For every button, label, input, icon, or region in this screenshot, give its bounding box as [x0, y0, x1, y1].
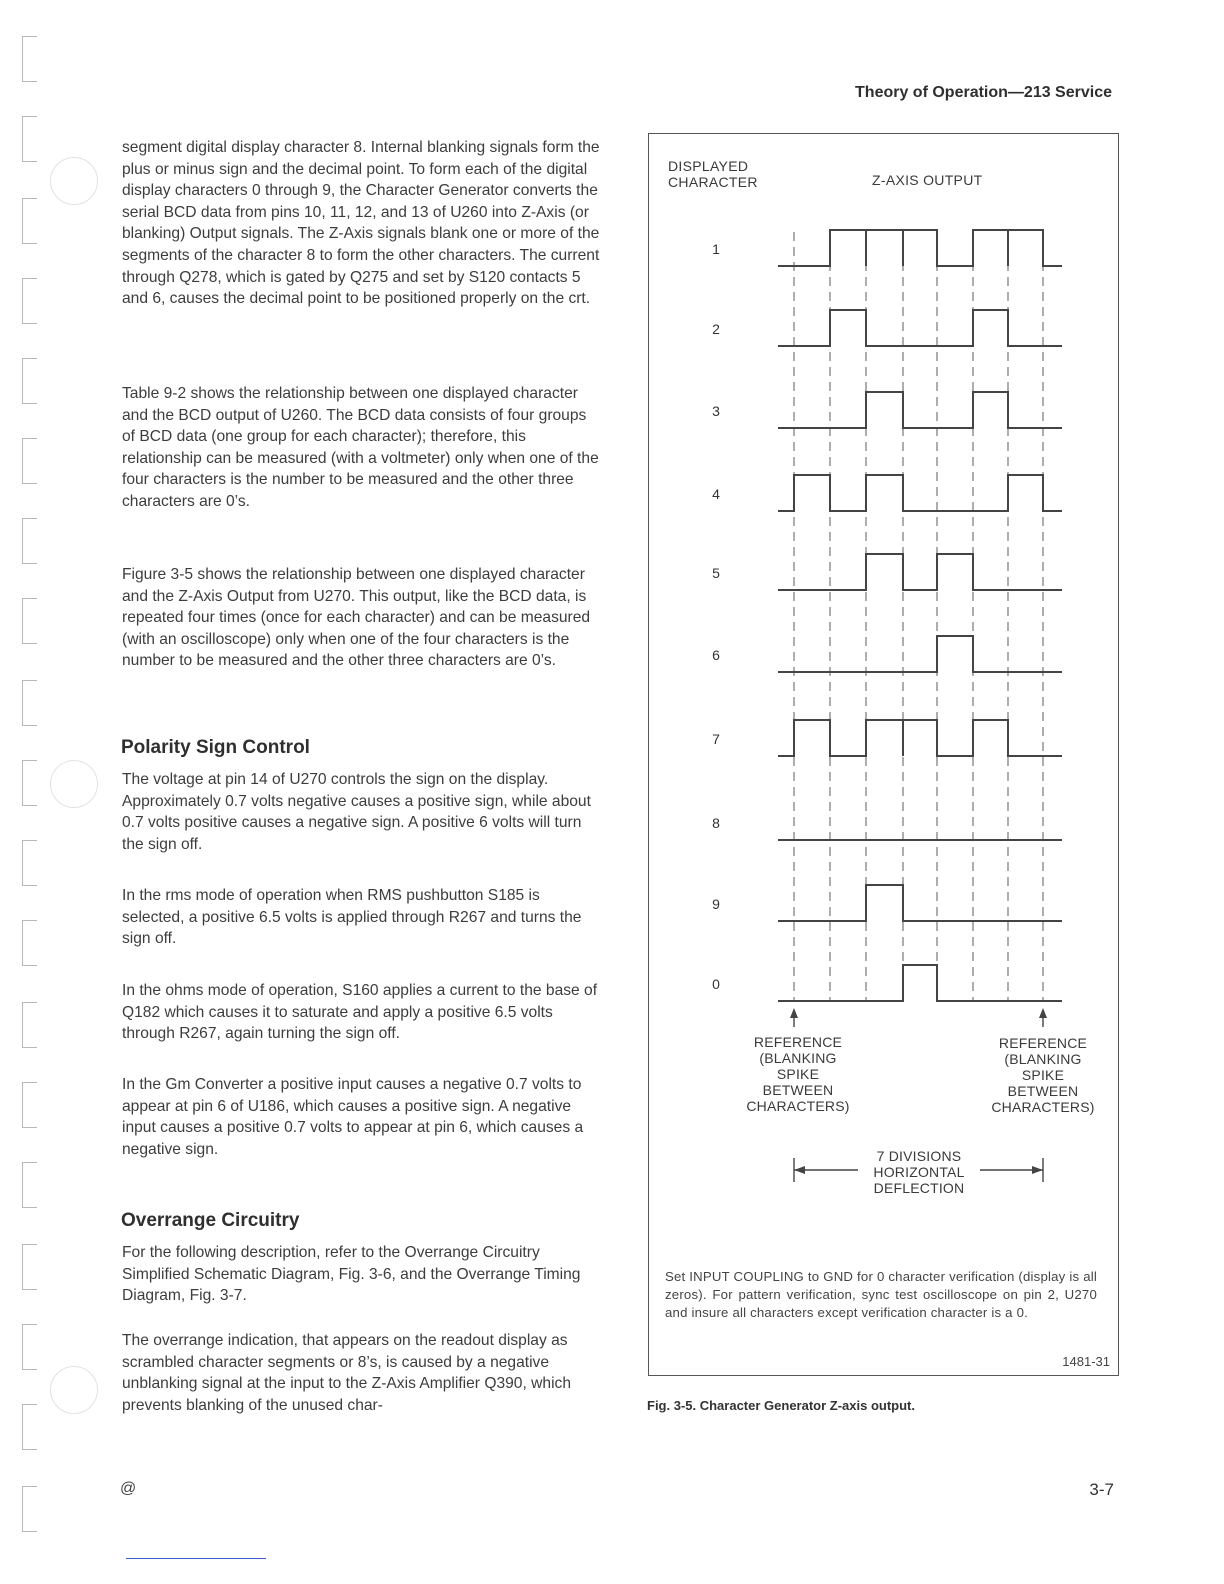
footer-mark: @	[120, 1480, 137, 1497]
dimension-arrow-right	[1032, 1166, 1043, 1174]
waveform-2	[778, 310, 1062, 346]
paragraph: The overrange indication, that appears on the readout display as scrambled character segments or 8’s, is caused by a negative unblanking signal at the input to the Z-Axis Amplifier Q390, which prevents blanking of the unused char-	[122, 1332, 571, 1414]
waveform-3	[778, 392, 1062, 428]
character-label-0: 0	[712, 976, 720, 992]
reference-label-left: REFERENCE (BLANKING SPIKE BETWEEN CHARACTERS)	[746, 1034, 850, 1114]
section-heading-polarity: Polarity Sign Control	[121, 737, 310, 758]
character-label-9: 9	[712, 896, 720, 912]
paragraph: In the rms mode of operation when RMS pushbutton S185 is selected, a positive 6.5 volts is applied through R267 and turns the sign off.	[122, 887, 582, 948]
dimension-arrow-left	[794, 1166, 805, 1174]
reference-arrowhead	[1039, 1008, 1047, 1018]
waveform-9	[778, 885, 1062, 921]
figure-note: Set INPUT COUPLING to GND for 0 character verification (display is all zeros). For pattern verification, sync test oscilloscope on pin 2, U270 and insure all characters except verification character is a 0.	[665, 1269, 1097, 1320]
column-header-z-axis: Z-AXIS OUTPUT	[872, 172, 983, 188]
figure-code: 1481-31	[1062, 1354, 1110, 1369]
paragraph: segment digital display character 8. Internal blanking signals form the plus or minus sign and the decimal point. To form each of the digital display characters 0 through 9, the Character Generator converts the serial BCD data from pins 10, 11, 12, and 13 of U260 into Z-Axis (or blanking) Output signals. The Z-Axis signals blank one or more of the segments of the character 8 to form the other characters. The current through Q278, which is gated by Q275 and set by S120 contacts 5 and 6, causes the decimal point to be positioned properly on the crt.	[122, 139, 600, 308]
character-label-5: 5	[712, 565, 720, 581]
character-label-6: 6	[712, 647, 720, 663]
column-header-character: DISPLAYED CHARACTER	[668, 158, 758, 190]
waveform-4	[778, 475, 1062, 511]
paragraph: Table 9-2 shows the relationship between one displayed character and the BCD output of U260. The BCD data consists of four groups of BCD data (one group for each character); therefore, this relationship can be measured (with a voltmeter) only when one of the four characters is the number to be measured and the other three characters are 0’s.	[122, 385, 599, 510]
section-heading-overrange: Overrange Circuitry	[121, 1210, 300, 1231]
page-header: Theory of Operation—213 Service	[855, 84, 1112, 101]
character-label-8: 8	[712, 815, 720, 831]
paragraph: The voltage at pin 14 of U270 controls the sign on the display. Approximately 0.7 volts negative causes a positive sign, while about 0.7 volts positive causes a negative sign. A positive 6 volts will turn the sign off.	[122, 771, 591, 853]
character-label-2: 2	[712, 321, 720, 337]
character-label-7: 7	[712, 731, 720, 747]
figure-caption: Fig. 3-5. Character Generator Z-axis output.	[647, 1398, 915, 1413]
footer-rule	[126, 1558, 266, 1559]
reference-label-right: REFERENCE (BLANKING SPIKE BETWEEN CHARACTERS)	[991, 1035, 1095, 1115]
character-label-4: 4	[712, 486, 720, 502]
character-label-3: 3	[712, 403, 720, 419]
paragraph: Figure 3-5 shows the relationship between one displayed character and the Z-Axis Output from U270. This output, like the BCD data, is repeated four times (once for each character) and can be measured (with an oscilloscope) only when one of the four characters is the number to be measured and the other three characters are 0’s.	[122, 566, 591, 670]
paragraph: In the Gm Converter a positive input causes a negative 0.7 volts to appear at pin 6 of U186, which causes a positive sign. A negative input causes a positive 0.7 volts to appear at pin 6, which causes a negative sign.	[122, 1076, 584, 1158]
waveform-0	[778, 965, 1062, 1001]
paragraph: In the ohms mode of operation, S160 applies a current to the base of Q182 which causes it to saturate and apply a positive 6.5 volts through R267, again turning the sign off.	[122, 982, 598, 1043]
reference-arrowhead	[790, 1008, 798, 1018]
waveform-1	[778, 230, 1062, 266]
waveform-7	[778, 720, 1062, 756]
page-number: 3-7	[1089, 1480, 1114, 1499]
horizontal-deflection-label: 7 DIVISIONS HORIZONTAL DEFLECTION	[858, 1148, 980, 1196]
paragraph: For the following description, refer to the Overrange Circuitry Simplified Schematic Diagram, Fig. 3-6, and the Overrange Timing Diagram, Fig. 3-7.	[122, 1244, 581, 1305]
waveform-5	[778, 554, 1062, 590]
waveform-6	[778, 636, 1062, 672]
character-label-1: 1	[712, 241, 720, 257]
